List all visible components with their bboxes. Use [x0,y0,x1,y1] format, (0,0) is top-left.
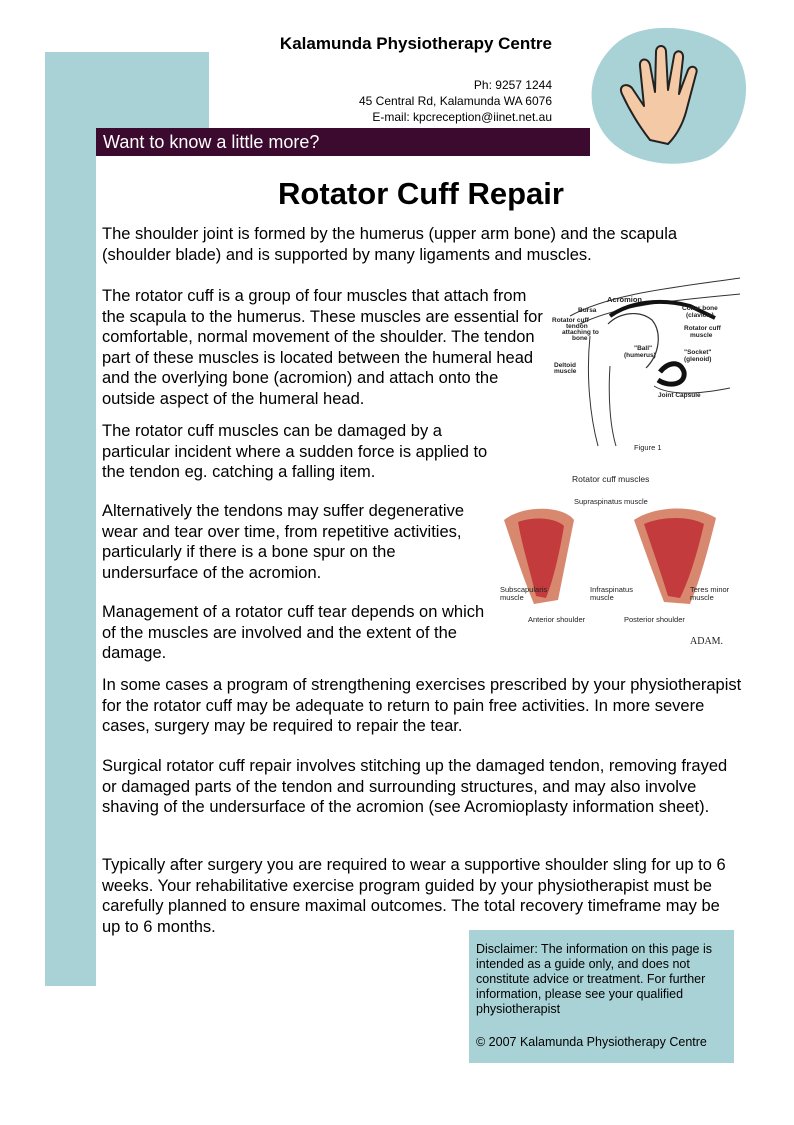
copyright: © 2007 Kalamunda Physiotherapy Centre [476,1035,707,1049]
paragraph-recovery: Typically after surgery you are required to wear a supportive shoulder sling for up to 6 weeks. Your rehabilitative exercise program guided by your physiotherapist must be carefully planned to ensure maximal outcomes. The total recovery timeframe may be up to 6 months. [102,856,726,936]
paragraph-intro: The shoulder joint is formed by the humerus (upper arm bone) and the scapula (shoulder blade) and is supported by many ligaments and muscles. [102,225,678,264]
label-tendon-3: attaching to [562,329,599,336]
paragraph-management: Management of a rotator cuff tear depends on which of the muscles are involved and the extent of the damage. [102,603,485,662]
label-deltoid-1: Deltoid [554,362,577,369]
label-socket-2: (glenoid) [684,356,712,363]
label-acromion: Acromion [607,295,643,304]
label-deltoid-2: muscle [554,368,577,375]
label-bursa: Bursa [578,307,597,314]
figure1-caption: Figure 1 [634,443,662,452]
label-rc-muscle-1: Rotator cuff [684,325,721,332]
label-collar-bone: Collar bone [682,305,718,312]
label-ball-2: (humerus) [624,352,656,359]
paragraph-damage: The rotator cuff muscles can be damaged by a particular incident where a sudden force is applied to the tendon eg. catching a falling item. [102,422,488,481]
rotator-cuff-muscles-figure [494,470,744,650]
page-title: Rotator Cuff Repair [278,176,564,211]
teal-header-block [45,52,209,132]
label-subscapularis-2: muscle [500,593,524,602]
hand-logo-icon [588,22,750,168]
label-anterior-shoulder: Anterior shoulder [528,615,586,624]
address: 45 Central Rd, Kalamunda WA 6076 [358,94,552,108]
label-infraspinatus-1: Infraspinatus [590,585,633,594]
label-tendon-4: bone [572,335,588,342]
adam-brand: ADAM. [690,636,724,647]
shoulder-anatomy-figure [550,276,746,454]
centre-name: Kalamunda Physiotherapy Centre [279,34,552,53]
label-ball-1: "Ball" [634,345,653,352]
paragraph-degeneration: Alternatively the tendons may suffer degenerative wear and tear over time, from repetitive activities, particularly if there is a bone spur on the undersurface of the acromion. [102,502,464,582]
label-posterior-shoulder: Posterior shoulder [624,615,685,624]
phone: Ph: 9257 1244 [473,78,552,92]
banner: Want to know a little more? [96,128,590,156]
contact-info [359,77,552,125]
label-joint-capsule: Joint Capsule [658,392,701,399]
label-subscapularis-1: Subscapularis [500,585,548,594]
disclaimer-text: Disclaimer: The information on this page is intended as a guide only, and does not constitute advice or treatment. For further information, please see your qualified physiotherapist [476,942,712,1016]
label-tendon-1: Rotator cuff [552,317,589,324]
label-clavicle: (clavicle) [686,312,714,319]
label-supraspinatus: Supraspinatus muscle [574,497,648,506]
figure2-title: Rotator cuff muscles [572,474,650,484]
label-rc-muscle-2: muscle [690,332,713,339]
label-teres-minor-1: Teres minor [690,585,730,594]
label-tendon-2: tendon [566,323,588,330]
label-socket-1: "Socket" [684,349,712,356]
paragraph-rotator-cuff: The rotator cuff is a group of four muscles that attach from the scapula to the humerus. These muscles are essential for comfortable, normal movement of the shoulder. The tendon part of these muscles is located between the humeral head and the overlying bone (acromion) and attach onto the outside aspect of the humeral head. [102,287,543,408]
paragraph-surgery: Surgical rotator cuff repair involves stitching up the damaged tendon, removing frayed or damaged parts of the tendon and surrounding structures, and may also involve shaving of the undersurface of the acromion (see Acromioplasty information sheet). [102,757,728,816]
label-infraspinatus-2: muscle [590,593,614,602]
header [280,34,552,54]
paragraph-exercise: In some cases a program of strengthening exercises prescribed by your physiotherapist for the rotator cuff may be adequate to return to pain free activities. In more severe cases, surgery may be required to repair the tear. [102,676,742,735]
disclaimer-box [469,930,734,1063]
email: E-mail: kpcreception@iinet.net.au [372,110,552,124]
teal-sidebar-bar [45,52,96,986]
label-teres-minor-2: muscle [690,593,714,602]
